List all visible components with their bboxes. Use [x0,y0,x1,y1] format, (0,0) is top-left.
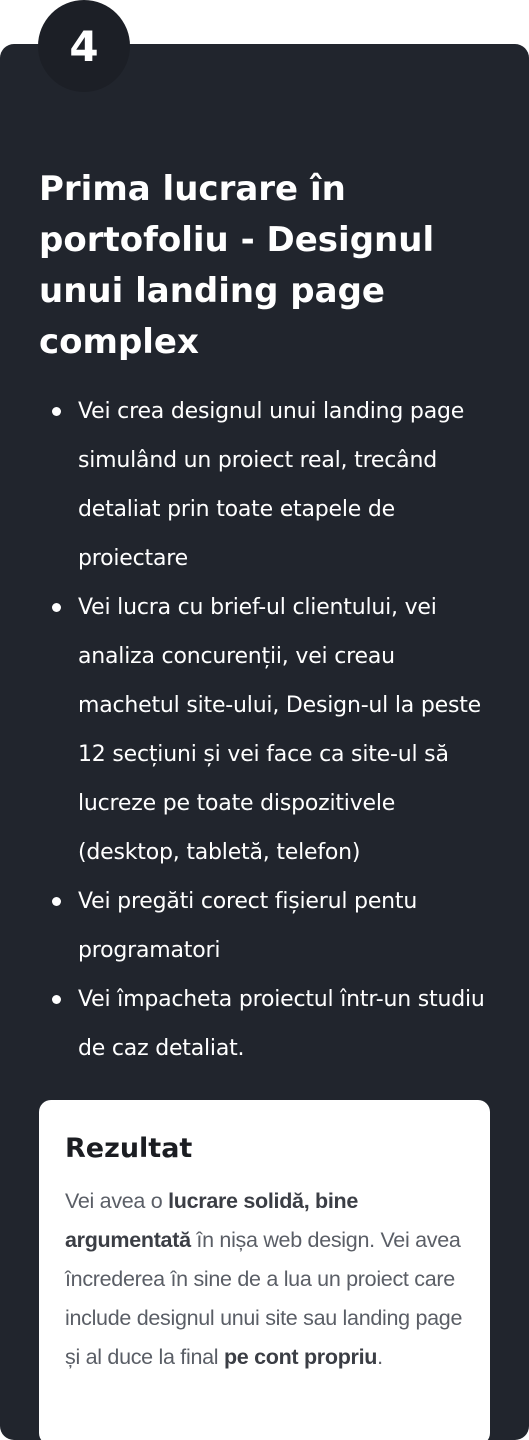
bullet-dot-icon [52,897,61,906]
bullet-item [52,387,497,583]
bullet-text: Vei pregăti corect fișierul pentu programatori [78,889,418,963]
bullet-dot-icon [52,995,61,1004]
bullet-item [52,583,497,877]
result-text-part: Vei avea o [65,1189,169,1213]
result-text-part: în nișa web design. Vei avea încrederea în sine de a lua un proiect care include designul unui site sau landing page și al duce la final [65,1228,463,1369]
result-text-part: . [377,1345,383,1369]
bullet-item [52,975,497,1073]
module-card [0,44,529,1440]
bullet-item [52,877,497,975]
bullet-text: Vei crea designul unui landing page simulând un proiect real, trecând detaliat prin toate etapele de proiectare [78,399,465,571]
bullet-dot-icon [52,603,61,612]
bullet-dot-icon [52,407,61,416]
result-heading: Rezultat [65,1133,193,1164]
result-highlight: pe cont propriu [223,1345,378,1369]
module-title: Prima lucrare în portofoliu - Designul unui landing page complex [39,169,435,362]
module-bullet-list [52,387,497,1073]
bullet-text: Vei lucra cu brief-ul clientului, vei analiza concurenții, vei creau machetul site-ului, Design-ul la peste 12 secțiuni și vei face ca site-ul să lucreze pe toate dispozitivele (desktop, tabletă, telefon) [78,595,481,865]
result-box [39,1100,490,1440]
bullet-text: Vei împacheta proiectul într-un studiu de caz detaliat. [78,987,485,1061]
result-text [65,1182,464,1377]
result-highlight: lucrare solidă, bine argumentată [65,1189,359,1252]
step-number-badge: 4 [38,0,130,92]
